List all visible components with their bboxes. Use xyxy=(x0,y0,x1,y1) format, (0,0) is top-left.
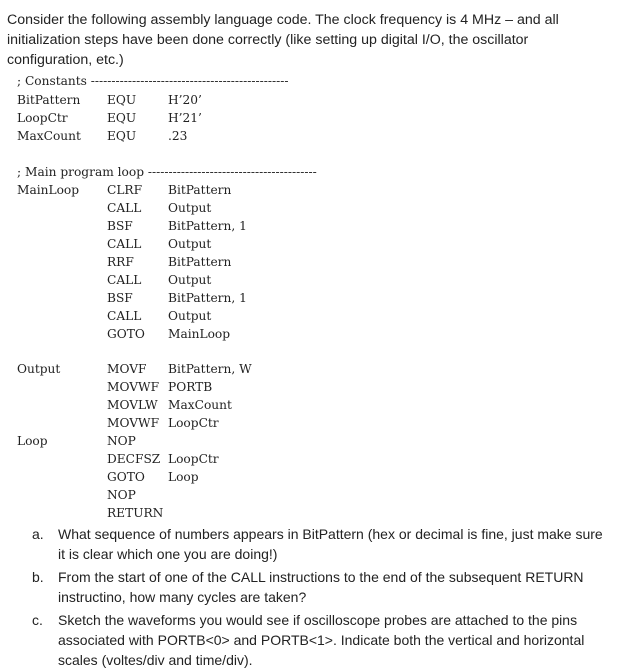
code-opcode: CALL xyxy=(107,201,142,215)
code-opcode: NOP xyxy=(107,434,136,448)
code-opcode: MOVLW xyxy=(107,398,158,412)
code-line xyxy=(17,235,617,253)
code-operand: LoopCtr xyxy=(168,416,219,430)
code-line xyxy=(17,91,617,109)
code-label: MaxCount xyxy=(17,129,81,143)
code-line xyxy=(17,450,617,468)
question-text: associated with PORTB<0> and PORTB<1>. Indicate both the vertical and horizontal xyxy=(58,632,585,648)
question-letter: c. xyxy=(32,612,43,628)
code-line xyxy=(17,468,617,486)
code-operand: Loop xyxy=(168,470,199,484)
code-operand: BitPattern xyxy=(168,255,232,269)
code-opcode: CALL xyxy=(107,309,142,323)
code-line xyxy=(17,217,617,235)
code-line xyxy=(17,307,617,325)
question-letter: a. xyxy=(32,526,44,542)
code-line xyxy=(17,396,617,414)
question-text: From the start of one of the CALL instructions to the end of the subsequent RETURN xyxy=(58,569,584,585)
question-letter: b. xyxy=(32,569,44,585)
main-loop-comment: ; Main program loop ----------------------------------------- xyxy=(17,165,317,179)
code-operand: LoopCtr xyxy=(168,452,219,466)
code-line xyxy=(17,253,617,271)
code-operand: BitPattern, 1 xyxy=(168,291,247,305)
code-opcode: CALL xyxy=(107,273,142,287)
intro-line: initialization steps have been done correctly (like setting up digital I/O, the oscillator xyxy=(7,32,529,48)
code-label: Loop xyxy=(17,434,48,448)
code-opcode: BSF xyxy=(107,219,133,233)
code-line xyxy=(17,432,617,450)
code-line xyxy=(17,127,617,145)
code-opcode: MOVWF xyxy=(107,416,160,430)
code-line xyxy=(17,378,617,396)
code-operand: H’20’ xyxy=(168,93,202,107)
code-line xyxy=(17,109,617,127)
code-operand: BitPattern xyxy=(168,183,232,197)
code-operand: PORTB xyxy=(168,380,213,394)
code-opcode: MOVWF xyxy=(107,380,160,394)
code-line xyxy=(17,486,617,504)
question-item xyxy=(32,610,622,670)
question-text: Sketch the waveforms you would see if oscilloscope probes are attached to the pins xyxy=(58,612,578,628)
code-opcode: EQU xyxy=(107,129,137,143)
code-opcode: DECFSZ xyxy=(107,452,161,466)
code-operand: Output xyxy=(168,273,212,287)
question-list xyxy=(32,524,622,670)
code-operand: MaxCount xyxy=(168,398,232,412)
code-opcode: NOP xyxy=(107,488,136,502)
question-text: scales (voltes/div and time/div). xyxy=(58,652,253,668)
question-text: instructino, how many cycles are taken? xyxy=(58,589,307,605)
code-operand: Output xyxy=(168,201,212,215)
code-operand: MainLoop xyxy=(168,327,231,341)
code-label: Output xyxy=(17,362,61,376)
problem-intro xyxy=(7,10,627,70)
code-line xyxy=(17,360,617,378)
code-opcode: MOVF xyxy=(107,362,147,376)
code-opcode: BSF xyxy=(107,291,133,305)
question-item xyxy=(32,524,622,564)
constants-comment: ; Constants ------------------------------------------------ xyxy=(17,74,289,88)
code-opcode: EQU xyxy=(107,93,137,107)
question-item xyxy=(32,567,622,607)
code-operand: .23 xyxy=(168,129,188,143)
code-opcode: EQU xyxy=(107,111,137,125)
code-label: MainLoop xyxy=(17,183,80,197)
code-label: LoopCtr xyxy=(17,111,68,125)
code-operand: BitPattern, 1 xyxy=(168,219,247,233)
code-line xyxy=(17,199,617,217)
code-line xyxy=(17,271,617,289)
question-text: it is clear which one you are doing!) xyxy=(58,546,278,562)
code-opcode: CLRF xyxy=(107,183,143,197)
question-text: What sequence of numbers appears in BitPattern (hex or decimal is fine, just make sure xyxy=(58,526,603,542)
code-line xyxy=(17,289,617,307)
code-opcode: RRF xyxy=(107,255,134,269)
code-operand: H’21’ xyxy=(168,111,202,125)
code-operand: Output xyxy=(168,237,212,251)
code-label: BitPattern xyxy=(17,93,81,107)
code-line xyxy=(17,325,617,343)
code-line xyxy=(17,504,617,522)
intro-line: Consider the following assembly language code. The clock frequency is 4 MHz – and all xyxy=(7,12,559,28)
code-line xyxy=(17,414,617,432)
code-opcode: CALL xyxy=(107,237,142,251)
intro-line: configuration, etc.) xyxy=(7,52,124,68)
code-operand: Output xyxy=(168,309,212,323)
code-opcode: GOTO xyxy=(107,470,145,484)
code-operand: BitPattern, W xyxy=(168,362,252,376)
code-line xyxy=(17,181,617,199)
code-opcode: GOTO xyxy=(107,327,145,341)
code-opcode: RETURN xyxy=(107,506,164,520)
